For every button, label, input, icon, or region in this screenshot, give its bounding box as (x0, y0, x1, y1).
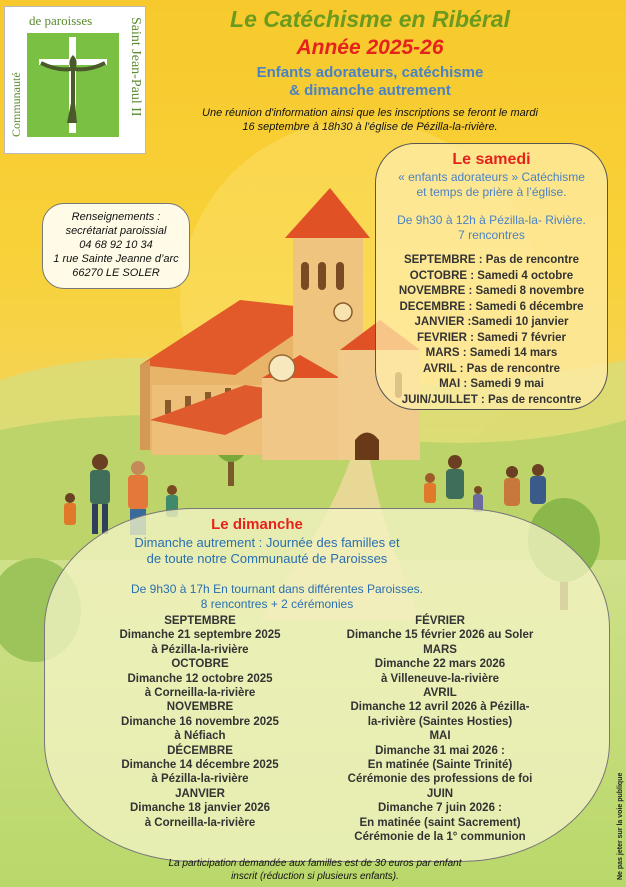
footer-line-1: La participation demandée aux familles est de 30 euros par enfant (168, 858, 462, 869)
schedule-line: SEPTEMBRE (164, 615, 236, 627)
schedule-line: MAI (429, 730, 451, 743)
contact-street: 1 rue Sainte Jeanne d’arc (53, 253, 179, 265)
participation-note (120, 857, 510, 883)
saturday-hours (376, 213, 607, 243)
schedule-line: JANVIER (175, 787, 225, 800)
schedule-line: OCTOBRE (171, 658, 229, 671)
schedule-line: à Corneilla-la-rivière (144, 687, 256, 700)
saturday-desc-line-1: « enfants adorateurs » Catéchisme (398, 170, 585, 184)
schedule-line: Dimanche 7 juin 2026 : (378, 802, 502, 815)
schedule-item: FEVRIER : Samedi 7 février (417, 331, 566, 344)
schedule-item: OCTOBRE : Samedi 4 octobre (409, 269, 574, 282)
sunday-description (0, 535, 549, 567)
schedule-line: JUIN (426, 787, 454, 800)
schedule-line: AVRIL (423, 687, 457, 700)
footer-line-2: inscrit (réduction si plusieurs enfants). (231, 871, 399, 882)
schedule-line: En matinée (saint Sacrement) (359, 816, 521, 829)
contact-box (42, 203, 190, 289)
info-line-2: 16 septembre à 18h30 à l'église de Pézilla-la-rivière. (242, 121, 498, 133)
page-title: Le Catéchisme en Ribéral (230, 6, 510, 32)
sunday-box (44, 508, 610, 862)
saturday-schedule (376, 253, 607, 408)
logo-green-panel (27, 33, 119, 137)
sunday-desc-line-1: Dimanche autrement : Journée des familles et (134, 535, 400, 550)
saturday-desc-line-2: et temps de prière à l’église. (416, 185, 567, 199)
contact-phone: 04 68 92 10 34 (79, 239, 153, 251)
schedule-line: à Corneilla-la-rivière (144, 816, 256, 829)
schedule-line: la-rivière (Saintes Hosties) (367, 715, 513, 728)
sunday-hours-line-2: 8 rencontres + 2 cérémonies (200, 597, 354, 611)
saturday-heading: Le samedi (452, 151, 531, 168)
schedule-line: à Villeneuve-la-rivière (380, 672, 500, 685)
logo-right-text: Saint Jean-Paul II (128, 17, 143, 117)
schedule-item: MAI : Samedi 9 mai (439, 378, 544, 390)
schedule-line: En matinée (Sainte Trinité) (367, 759, 513, 772)
sunday-hours (0, 582, 559, 612)
schedule-item: NOVEMBRE : Samedi 8 novembre (398, 285, 585, 297)
schedule-line: Cérémonie de la 1° communion (354, 831, 526, 844)
schedule-line: Dimanche 18 janvier 2026 (130, 802, 270, 815)
schedule-item: AVRIL : Pas de rencontre (423, 362, 560, 375)
saturday-description (376, 170, 607, 200)
saturday-box (375, 143, 608, 410)
side-note: Ne pas jeter sur la voie publique (617, 772, 624, 880)
schedule-line: à Néfiach (174, 730, 226, 743)
contact-city: 66270 LE SOLER (72, 267, 160, 279)
sunday-heading: Le dimanche (211, 516, 303, 533)
schedule-line: Cérémonie des professions de foi (347, 773, 533, 786)
schedule-line: Dimanche 12 octobre 2025 (127, 672, 273, 685)
sunday-schedule-right (315, 614, 565, 845)
logo-left-text: Communauté (9, 72, 23, 137)
schedule-line: Dimanche 21 septembre 2025 (119, 629, 281, 642)
schedule-line: Dimanche 16 novembre 2025 (121, 715, 279, 728)
schedule-item: SEPTEMBRE : Pas de rencontre (403, 254, 580, 266)
schedule-line: Dimanche 12 avril 2026 à Pézilla- (350, 701, 530, 714)
sunday-desc-line-2: de toute notre Communauté de Paroisses (146, 551, 388, 566)
saturday-hours-line-1: De 9h30 à 12h à Pézilla-la- Rivière. (397, 213, 586, 227)
sunday-hours-line-1: De 9h30 à 17h En tournant dans différentes Paroisses. (131, 582, 423, 596)
logo-top-text: de paroisses (29, 13, 93, 28)
contact-heading: Renseignements : (71, 211, 161, 223)
info-meeting (150, 106, 590, 134)
schedule-line: Dimanche 14 décembre 2025 (121, 759, 279, 772)
schedule-line: MARS (423, 643, 457, 656)
schedule-line: NOVEMBRE (166, 701, 234, 714)
contact-office: secrétariat paroissial (65, 225, 167, 237)
schedule-line: à Pézilla-la-rivière (151, 773, 249, 786)
subtitle-line-2: & dimanche autrement (289, 82, 451, 99)
schedule-item: JUIN/JUILLET : Pas de rencontre (401, 393, 582, 406)
schedule-line: FÉVRIER (415, 615, 465, 627)
schedule-item: DECEMBRE : Samedi 6 décembre (399, 300, 584, 313)
crucifix-icon (27, 33, 119, 137)
schedule-line: Dimanche 15 février 2026 au Soler (346, 629, 534, 642)
schedule-item: JANVIER :Samedi 10 janvier (414, 316, 569, 328)
schedule-line: à Pézilla-la-rivière (151, 643, 249, 656)
schedule-line: Dimanche 22 mars 2026 (374, 658, 506, 671)
school-year: Année 2025-26 (296, 36, 444, 59)
subtitle (150, 64, 590, 100)
schedule-line: DÉCEMBRE (167, 744, 233, 757)
schedule-line: Dimanche 31 mai 2026 : (375, 744, 505, 757)
info-line-1: Une réunion d'information ainsi que les inscriptions se feront le mardi (202, 107, 538, 119)
sunday-schedule-left (75, 614, 325, 830)
saturday-hours-line-2: 7 rencontres (458, 228, 525, 242)
subtitle-line-1: Enfants adorateurs, catéchisme (256, 64, 484, 81)
parish-logo (4, 6, 146, 154)
schedule-item: MARS : Samedi 14 mars (425, 347, 558, 359)
